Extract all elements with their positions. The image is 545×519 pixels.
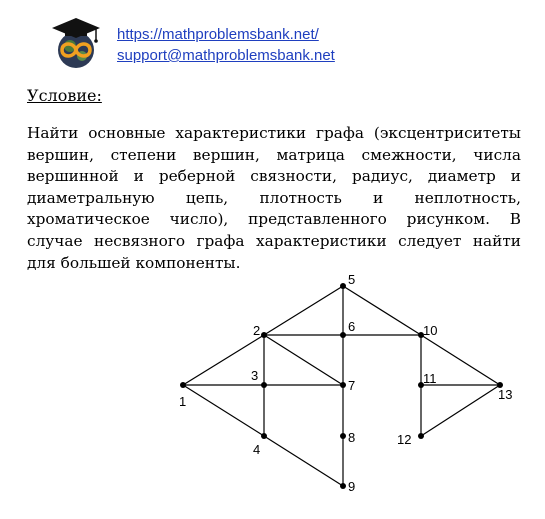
vertex-labels xyxy=(179,272,512,494)
vertex-label-10: 10 xyxy=(423,323,438,338)
edge-4-9 xyxy=(264,436,343,486)
vertex-label-13: 13 xyxy=(498,387,513,402)
vertex-label-11: 11 xyxy=(423,371,437,386)
vertex-label-2: 2 xyxy=(253,323,261,338)
vertex-6 xyxy=(340,332,346,338)
vertex-label-12: 12 xyxy=(397,432,412,447)
edge-2-7 xyxy=(264,335,343,385)
section-heading: Условие: xyxy=(27,86,102,105)
vertex-label-8: 8 xyxy=(348,430,356,445)
vertex-label-5: 5 xyxy=(348,272,356,287)
vertex-label-4: 4 xyxy=(253,442,261,457)
support-email-link[interactable]: support@mathproblemsbank.net xyxy=(117,47,335,64)
graph-vertices xyxy=(180,283,503,489)
vertex-8 xyxy=(340,433,346,439)
vertex-1 xyxy=(180,382,186,388)
vertex-4 xyxy=(261,433,267,439)
vertex-9 xyxy=(340,483,346,489)
vertex-5 xyxy=(340,283,346,289)
edge-12-13 xyxy=(421,385,500,436)
vertex-label-9: 9 xyxy=(348,479,356,494)
vertex-label-7: 7 xyxy=(348,378,356,393)
problem-text: Найти основные характеристики графа (эксцентриситеты вершин, степени вершин, матрица смежности, числа вершинной и реберной связности, радиус, диаметр и диаметральную цепь, плотность и неплотность, хроматическое число), представленного рисунком. В случае несвязного графа характеристики следует найти для большей компоненты. xyxy=(27,124,521,272)
vertex-label-1: 1 xyxy=(179,394,187,409)
site-link[interactable]: https://mathproblemsbank.net/ xyxy=(117,26,319,43)
vertex-7 xyxy=(340,382,346,388)
edge-2-5 xyxy=(264,286,343,335)
vertex-3 xyxy=(261,382,267,388)
vertex-2 xyxy=(261,332,267,338)
edge-1-4 xyxy=(183,385,264,436)
vertex-label-3: 3 xyxy=(251,368,259,383)
vertex-label-6: 6 xyxy=(348,319,356,334)
vertex-12 xyxy=(418,433,424,439)
